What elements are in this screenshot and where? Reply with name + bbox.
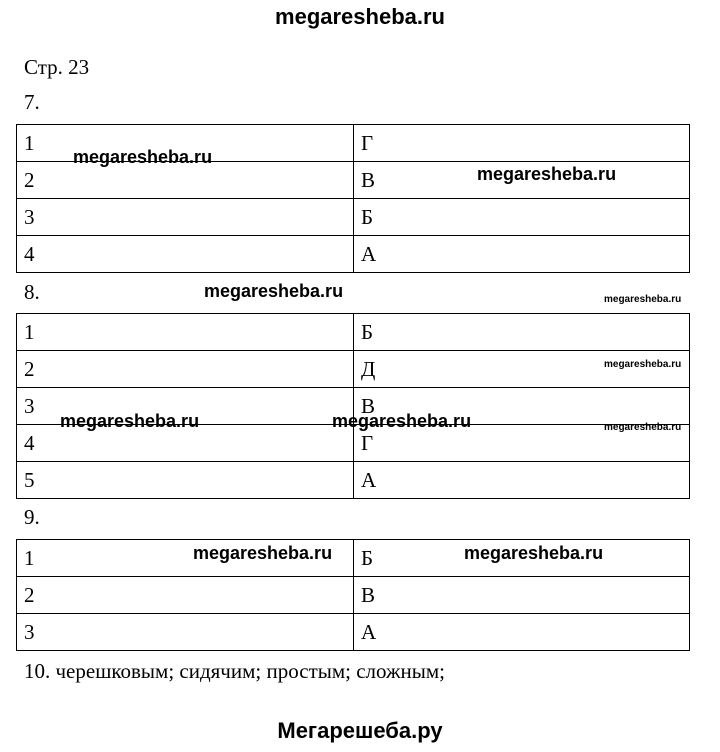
table-cell: 3 [17, 614, 354, 651]
table-cell: 5 [17, 462, 354, 499]
site-header: megaresheba.ru [275, 4, 445, 29]
table-cell: В [354, 577, 690, 614]
watermark: megaresheba.ru [464, 543, 604, 563]
table-cell: 1 [17, 540, 354, 577]
table-row [17, 351, 690, 388]
table-cell: В [354, 388, 690, 425]
table-cell: 4 [17, 236, 354, 273]
table-row [17, 199, 690, 236]
table-row [17, 314, 690, 351]
watermark-small: megaresheba.ru [604, 422, 682, 433]
table-row [17, 462, 690, 499]
task-7-number: 7. [24, 90, 40, 114]
page-label: Стр. 23 [24, 55, 90, 79]
table-cell: 3 [17, 199, 354, 236]
table-cell: 2 [17, 351, 354, 388]
table-cell: Д [354, 351, 690, 388]
table-cell: А [354, 236, 690, 273]
watermark: megaresheba.ru [477, 164, 617, 184]
table-cell: 2 [17, 577, 354, 614]
table-row [17, 236, 690, 273]
task-8-table [16, 313, 690, 499]
table-cell: 1 [17, 314, 354, 351]
watermark: megaresheba.ru [204, 281, 344, 301]
table-row [17, 614, 690, 651]
table-cell: Г [354, 425, 690, 462]
task-9-number: 9. [24, 505, 40, 529]
watermark: megaresheba.ru [73, 147, 213, 167]
table-cell: А [354, 462, 690, 499]
table-cell: Г [354, 125, 690, 162]
watermark: megaresheba.ru [332, 411, 472, 431]
watermark-small: megaresheba.ru [604, 359, 682, 370]
table-cell: Б [354, 540, 690, 577]
watermark: megaresheba.ru [60, 411, 200, 431]
watermark-small: megaresheba.ru [604, 294, 682, 305]
table-cell: 3 [17, 388, 354, 425]
table-cell: 4 [17, 425, 354, 462]
table-cell: Б [354, 199, 690, 236]
table-cell: А [354, 614, 690, 651]
watermark: megaresheba.ru [193, 543, 333, 563]
table-cell: 2 [17, 162, 354, 199]
table-cell: 1 [17, 125, 354, 162]
task-10-answer: 10. черешковым; сидячим; простым; сложным; [24, 659, 445, 683]
site-footer: Мегарешеба.ру [277, 718, 443, 743]
table-cell: Б [354, 314, 690, 351]
table-row [17, 577, 690, 614]
table-cell: В [354, 162, 690, 199]
task-8-number: 8. [24, 280, 40, 304]
